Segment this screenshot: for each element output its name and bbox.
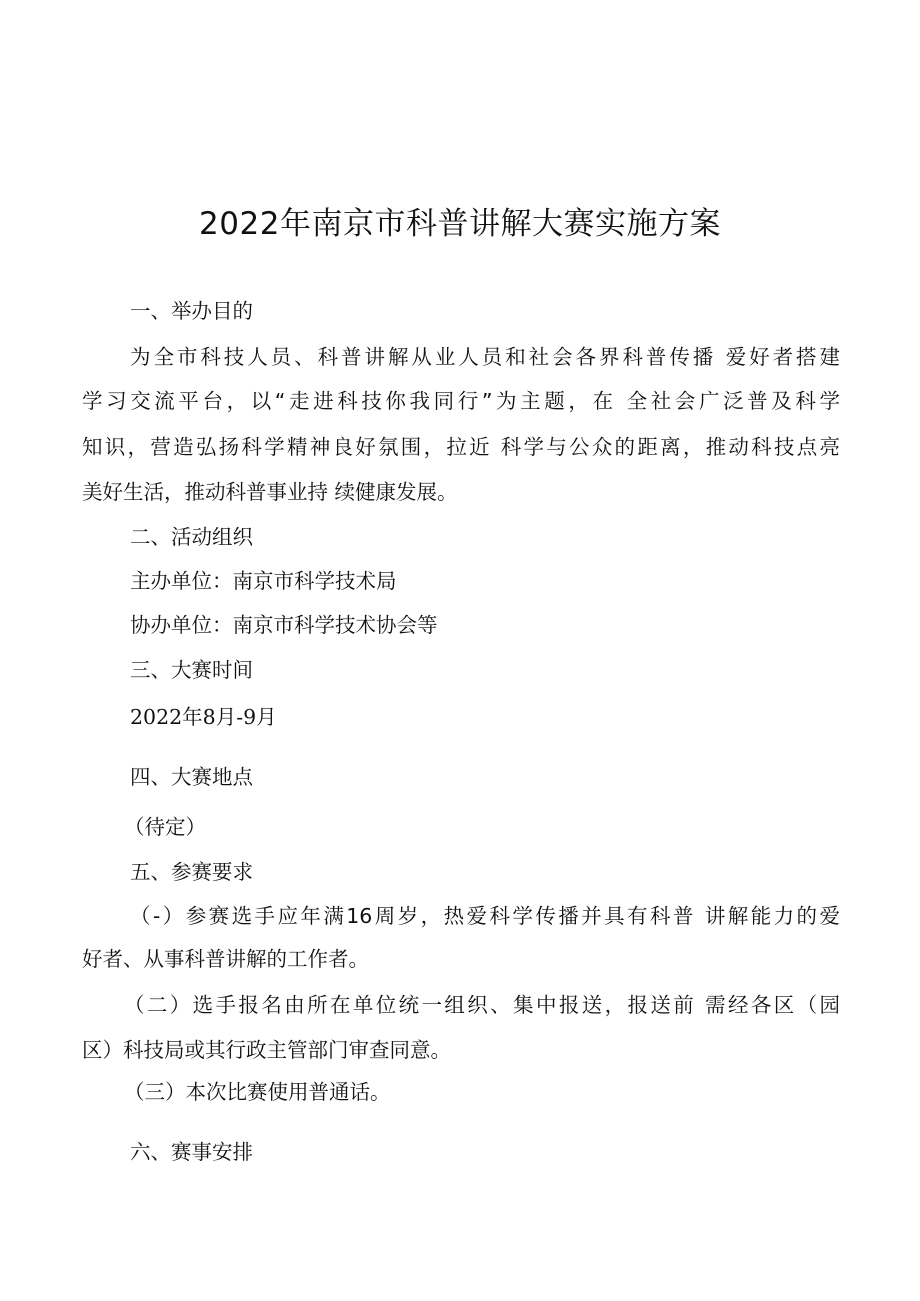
contest-location: （待定） [124, 815, 206, 839]
requirement-1-line-2: 好者、从事科普讲解的工作者。 [82, 947, 369, 971]
section-heading-organization: 二、活动组织 [130, 525, 253, 549]
requirement-2-line-1: （二）选手报名由所在单位统一组织、集中报送，报送前 需经各区（园 [124, 993, 840, 1017]
purpose-line-2: 学习交流平台，以“走进科技你我同行”为主题，在 全社会广泛普及科学 [82, 389, 840, 413]
purpose-line-3: 知识，营造弘扬科学精神良好氛围，拉近 科学与公众的距离，推动科技点亮 [82, 435, 840, 459]
section-heading-schedule: 六、赛事安排 [130, 1140, 253, 1164]
host-organization: 主办单位：南京市科学技术局 [130, 569, 397, 593]
section-heading-requirements: 五、参赛要求 [130, 860, 253, 884]
purpose-line-4: 美好生活，推动科普事业持 续健康发展。 [82, 480, 458, 504]
section-heading-purpose: 一、举办目的 [130, 299, 253, 323]
requirement-1-line-1: （-）参赛选手应年满16周岁，热爱科学传播并具有科普 讲解能力的爱 [130, 904, 840, 928]
requirement-3: （三）本次比赛使用普通话。 [124, 1080, 391, 1104]
co-host-organization: 协办单位：南京市科学技术协会等 [130, 613, 438, 637]
requirement-2-line-2: 区）科技局或其行政主管部门审查同意。 [82, 1038, 451, 1062]
purpose-line-1: 为全市科技人员、科普讲解从业人员和社会各界科普传播 爱好者搭建 [130, 345, 840, 369]
section-heading-time: 三、大赛时间 [130, 658, 253, 682]
document-title: 2022年南京市科普讲解大赛实施方案 [199, 206, 721, 242]
section-heading-location: 四、大赛地点 [130, 765, 253, 789]
contest-time: 2022年8月-9月 [130, 705, 277, 729]
